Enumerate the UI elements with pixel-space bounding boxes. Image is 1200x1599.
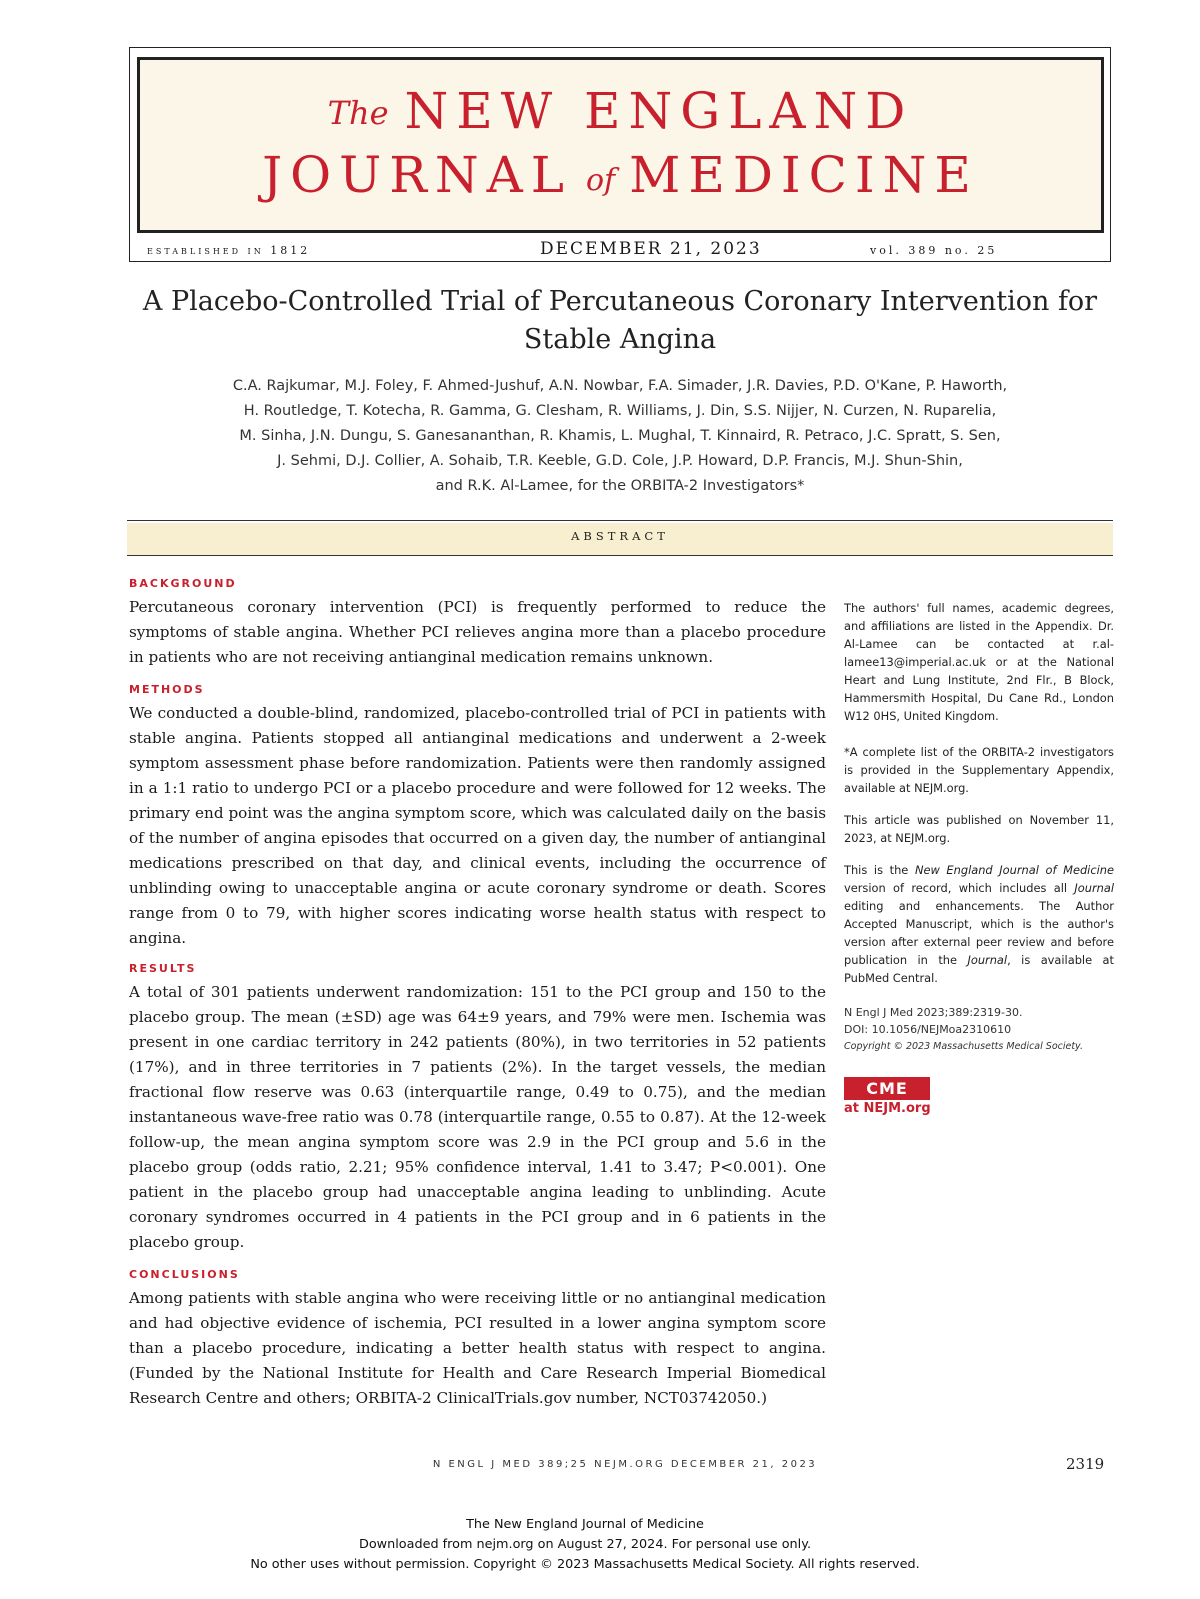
author-line: J. Sehmi, D.J. Collier, A. Sohaib, T.R. Keeble, G.D. Cole, J.P. Howard, D.P. Francis, M.J. Shun-Shin,: [277, 453, 963, 469]
logo-of: of: [585, 163, 616, 198]
section-heading-background: BACKGROUND: [129, 577, 237, 590]
logo-journal: JOURNAL: [262, 146, 572, 204]
download-notice-date: Downloaded from nejm.org on August 27, 2024. For personal use only.: [358, 1537, 812, 1552]
section-body-background: Percutaneous coronary intervention (PCI) is frequently performed to reduce the symptoms of stable angina. Whether PCI relieves angina more than a placebo procedure in patients who are not receiving antianginal medication remains unknown.: [129, 598, 826, 666]
download-notice-rights: No other uses without permission. Copyright © 2023 Massachusetts Medical Society. All rights reserved.: [250, 1557, 920, 1572]
section-heading-results: RESULTS: [129, 962, 197, 975]
cme-badge[interactable]: CME: [844, 1077, 930, 1100]
issue-date: DECEMBER 21, 2023: [540, 239, 762, 259]
abstract-label: ABSTRACT: [571, 529, 669, 543]
established-line: established in 1812: [147, 244, 311, 257]
cme-link[interactable]: at NEJM.org: [844, 1101, 931, 1116]
logo-the: The: [327, 94, 389, 132]
journal-logo-line2: [137, 146, 1104, 204]
sidebar-investigators: *A complete list of the ORBITA-2 investigators is provided in the Supplementary Appendix, available at NEJM.org.: [844, 745, 1114, 795]
running-footer: N ENGL J MED 389;25 NEJM.ORG DECEMBER 21, 2023: [432, 1459, 818, 1470]
page-number: 2319: [1066, 1455, 1105, 1473]
sidebar-version-of-record: This is the New England Journal of Medicine version of record, which includes all Journal editing and enhancements. The Author Accepted Manuscript, which is the author's version after external peer review and before publication in the Journal, is available at PubMed Central.: [844, 863, 1114, 985]
section-body-methods: We conducted a double-blind, randomized, placebo-controlled trial of PCI in patients with stable angina. Patients stopped all antianginal medications and underwent a 2-week symptom assessment phase before randomization. Patients were then randomly assigned in a 1:1 ratio to undergo PCI or a placebo procedure and were followed for 12 weeks. The primary end point was the angina symptom score, which was calculated daily on the basis of the number of angina episodes that occurred on a given day, the number of antianginal medications prescribed on that day, and clinical events, including the occurrence of unblinding owing to unacceptable angina or acute coronary syndrome or death. Scores range from 0 to 79, with higher scores indicating worse health status with respect to angina.: [129, 704, 826, 947]
article-title: A Placebo-Controlled Trial of Percutaneous Coronary Intervention for Stable Angina: [142, 286, 1098, 355]
logo-new-england: NEW ENGLAND: [404, 82, 914, 140]
section-heading-conclusions: CONCLUSIONS: [129, 1268, 240, 1281]
author-line: M. Sinha, J.N. Dungu, S. Ganesananthan, R. Khamis, L. Mughal, T. Kinnaird, R. Petraco, J.C. Spratt, S. Sen,: [239, 428, 1001, 444]
citation-block: [844, 1004, 1114, 1055]
abstract-rule: [127, 520, 1113, 521]
journal-logo-line1: [137, 82, 1104, 140]
section-body-results: A total of 301 patients underwent randomization: 151 to the PCI group and 150 to the placebo group. The mean (±SD) age was 64±9 years, and 79% were men. Ischemia was present in one cardiac territory in 242 patients (80%), in two territories in 52 patients (17%), and in three territories in 7 patients (2%). In the target vessels, the median fractional flow reserve was 0.63 (interquartile range, 0.49 to 0.75), and the median instantaneous wave-free ratio was 0.78 (interquartile range, 0.55 to 0.87). At the 12-week follow-up, the mean angina symptom score was 2.9 in the PCI group and 5.6 in the placebo group (odds ratio, 2.21; 95% confidence interval, 1.41 to 3.47; P<0.001). One patient in the placebo group had unacceptable angina leading to unblinding. Acute coronary syndromes occurred in 4 patients in the PCI group and in 6 patients in the placebo group.: [129, 983, 826, 1251]
section-body-conclusions: Among patients with stable angina who were receiving little or no antianginal medication and had objective evidence of ischemia, PCI resulted in a lower angina symptom score than a placebo procedure, indicating a better health status with respect to angina. (Funded by the National Institute for Health and Care Research Imperial Biomedical Research Centre and others; ORBITA-2 ClinicalTrials.gov number, NCT03742050.): [129, 1289, 826, 1407]
author-line: H. Routledge, T. Kotecha, R. Gamma, G. Clesham, R. Williams, J. Din, S.S. Nijjer, N. Curzen, N. Ruparelia,: [243, 403, 997, 419]
volume-number: vol. 389 no. 25: [870, 244, 998, 257]
section-heading-methods: METHODS: [129, 683, 205, 696]
author-line: and R.K. Al-Lamee, for the ORBITA-2 Investigators*: [435, 478, 805, 494]
sidebar-affiliations: The authors' full names, academic degrees, and affiliations are listed in the Appendix. Dr. Al-Lamee can be contacted at r.al-lamee13@imperial.ac.uk or at the National Heart and Lung Institute, 2nd Flr., B Block, Hammersmith Hospital, Du Cane Rd., London W12 0HS, United Kingdom.: [844, 601, 1114, 723]
download-notice-journal: The New England Journal of Medicine: [466, 1517, 704, 1532]
author-line: C.A. Rajkumar, M.J. Foley, F. Ahmed-Jushuf, A.N. Nowbar, F.A. Simader, J.R. Davies, P.D. O'Kane, P. Haworth,: [232, 378, 1008, 394]
copyright: Copyright © 2023 Massachusetts Medical Society.: [844, 1041, 1083, 1052]
author-list: [130, 374, 1110, 499]
doi: DOI: 10.1056/NEJMoa2310610: [844, 1023, 1012, 1036]
logo-medicine: MEDICINE: [629, 146, 979, 204]
sidebar-published: This article was published on November 11, 2023, at NEJM.org.: [844, 813, 1114, 845]
citation: N Engl J Med 2023;389:2319-30.: [844, 1006, 1023, 1019]
